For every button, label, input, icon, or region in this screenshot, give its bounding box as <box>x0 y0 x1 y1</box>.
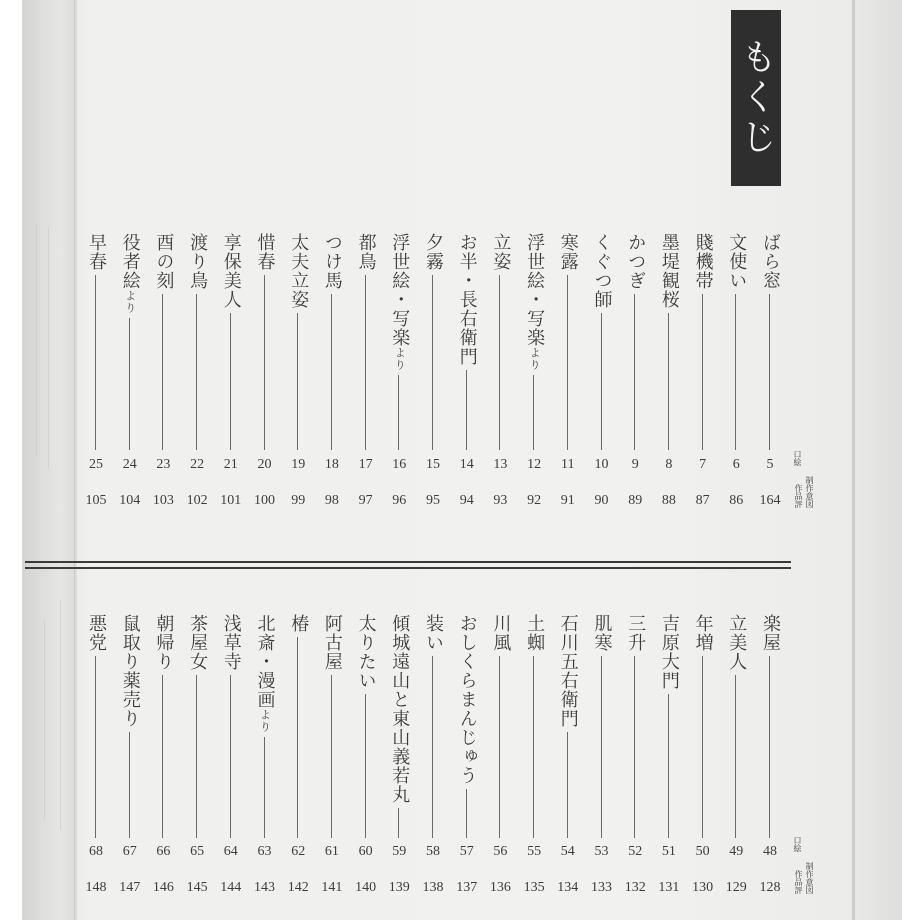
toc-entry-title-suffix: より <box>393 347 407 371</box>
toc-entry <box>620 233 650 513</box>
toc-entry <box>250 233 280 513</box>
commentary-page-number: 91 <box>560 493 575 508</box>
toc-entry-title-text: 惜春 <box>254 233 276 271</box>
toc-entry-title-text: 太りたい <box>355 614 377 690</box>
frontispiece-number: 13 <box>493 457 508 472</box>
leader-line <box>466 370 467 450</box>
leader-line <box>264 275 265 450</box>
toc-entry <box>216 233 246 513</box>
toc-entry-title-text: 北斎・漫画 <box>254 614 276 709</box>
toc-entry-title <box>81 614 111 652</box>
toc-entry-title-text: 享保美人 <box>220 233 242 309</box>
toc-entry-title-text: 傾城遠山と東山義若丸 <box>389 614 411 804</box>
frontispiece-number: 58 <box>426 844 440 859</box>
toc-entry <box>283 614 313 900</box>
bleed-through-line <box>36 225 37 455</box>
toc-entry-title-text: 鼠取り薬売り <box>119 614 141 728</box>
frontispiece-number: 11 <box>561 457 575 472</box>
frontispiece-number: 8 <box>665 457 673 472</box>
toc-entry <box>317 233 347 513</box>
toc-entry-title-text: 立姿 <box>490 233 512 271</box>
toc-entry-title <box>418 614 448 652</box>
toc-entry-title-text: 石川五右衛門 <box>557 614 579 728</box>
toc-entry-title-text: 椿 <box>288 614 310 633</box>
leader-line <box>398 375 399 450</box>
toc-entry-title <box>351 614 381 690</box>
toc-entry <box>755 614 785 900</box>
bleed-through-line <box>44 620 45 820</box>
toc-entry-title <box>755 233 785 290</box>
commentary-page-number: 133 <box>591 880 612 895</box>
frontispiece-number: 63 <box>257 844 272 859</box>
frontispiece-number: 61 <box>324 844 339 859</box>
toc-entry-title <box>620 614 650 652</box>
frontispiece-number: 67 <box>122 844 137 859</box>
commentary-page-number: 148 <box>85 880 107 895</box>
commentary-page-number: 138 <box>422 880 444 895</box>
leader-line <box>499 656 500 838</box>
toc-entry <box>654 614 684 900</box>
commentary-page-number: 101 <box>220 493 242 508</box>
frontispiece-number: 62 <box>291 844 306 859</box>
leader-line <box>331 675 332 838</box>
commentary-page-number: 128 <box>759 880 781 895</box>
leader-line <box>297 637 298 838</box>
commentary-page-number: 142 <box>287 880 309 895</box>
toc-entry <box>620 614 650 900</box>
leader-line <box>601 313 602 450</box>
frontispiece-number: 19 <box>291 457 306 472</box>
toc-entry-title <box>250 614 280 733</box>
leader-line <box>432 656 433 838</box>
frontispiece-number: 53 <box>594 844 609 859</box>
commentary-page-number: 96 <box>392 493 407 508</box>
leader-line <box>769 656 770 838</box>
frontispiece-number: 55 <box>527 844 542 859</box>
frontispiece-number: 14 <box>459 457 474 472</box>
toc-entry-title-text: 年増 <box>692 614 714 652</box>
commentary-page-number: 94 <box>459 493 474 508</box>
leader-line <box>162 675 163 838</box>
toc-entry-title <box>351 233 381 271</box>
leader-line <box>365 275 366 450</box>
toc-entry-title <box>317 233 347 290</box>
commentary-page-number: 136 <box>489 880 511 895</box>
commentary-page-number: 102 <box>186 493 208 508</box>
toc-entry <box>148 233 178 513</box>
page-margin-shadow <box>855 0 902 920</box>
toc-entry-title <box>452 233 482 366</box>
toc-entry-title <box>317 614 347 671</box>
toc-entry-title-text: 朝帰り <box>153 614 175 671</box>
review-label: 作品評 <box>794 484 803 508</box>
leader-line <box>702 294 703 450</box>
frontispiece-number: 20 <box>257 457 272 472</box>
toc-entry-title <box>115 233 145 314</box>
toc-entry <box>81 614 111 900</box>
toc-entry-title <box>81 233 111 271</box>
toc-entry-title <box>418 233 448 271</box>
toc-entry-title-text: 茶屋女 <box>187 614 209 671</box>
toc-entry-title <box>553 614 583 728</box>
toc-entry-title-text: 立美人 <box>726 614 748 671</box>
toc-entry <box>688 614 718 900</box>
toc-entry-title <box>216 614 246 671</box>
frontispiece-number: 12 <box>527 457 542 472</box>
toc-entry-title <box>485 614 515 652</box>
leader-line <box>162 294 163 450</box>
toc-entry-title <box>620 233 650 290</box>
commentary-page-number: 86 <box>729 493 744 508</box>
toc-entry <box>654 233 684 513</box>
leader-line <box>331 294 332 450</box>
commentary-page-number: 103 <box>152 493 174 508</box>
leader-line <box>567 275 568 450</box>
commentary-page-number: 105 <box>85 493 107 508</box>
toc-entry <box>519 614 549 900</box>
leader-line <box>702 656 703 838</box>
toc-entry <box>351 233 381 513</box>
toc-entry-title <box>283 233 313 309</box>
frontispiece-number: 54 <box>560 844 575 859</box>
toc-entry <box>148 614 178 900</box>
leader-line <box>499 275 500 450</box>
toc-entry-title-text: 川風 <box>490 614 512 652</box>
frontispiece-number: 24 <box>122 457 137 472</box>
frontispiece-number: 65 <box>190 844 205 859</box>
commentary-page-number: 90 <box>594 493 609 508</box>
toc-entry <box>452 614 482 900</box>
toc-entry <box>250 614 280 900</box>
commentary-page-number: 92 <box>527 493 542 508</box>
review-label: 作品評 <box>794 870 803 894</box>
frontispiece-number: 49 <box>729 844 744 859</box>
leader-line <box>129 318 130 450</box>
leader-line <box>533 375 534 450</box>
toc-entry-title-text: 装い <box>423 614 444 652</box>
toc-entry-title <box>452 614 482 785</box>
section-divider-bottom-line <box>25 567 791 569</box>
frontispiece-number: 59 <box>392 844 407 859</box>
toc-entry-title-text: 浅草寺 <box>220 614 242 671</box>
bleed-through-line <box>48 228 49 468</box>
toc-entry <box>553 614 583 900</box>
toc-entry <box>519 233 549 513</box>
toc-entry-title <box>216 233 246 309</box>
commentary-page-number: 140 <box>355 880 377 895</box>
commentary-page-number: 98 <box>324 493 339 508</box>
commentary-page-number: 135 <box>523 880 545 895</box>
toc-entry-title-text: 都鳥 <box>355 233 377 271</box>
toc-entry-title-suffix: より <box>258 709 272 733</box>
toc-entry-title-text: かつぎ <box>625 233 647 290</box>
leader-line <box>365 694 366 838</box>
frontispiece-number: 5 <box>766 457 774 472</box>
toc-entry <box>688 233 718 513</box>
toc-entry-title <box>148 614 178 671</box>
toc-entry-title-text: おしくらまんじゅう <box>456 614 478 785</box>
frontispiece-number: 52 <box>628 844 643 859</box>
toc-entry <box>182 614 212 900</box>
contents-title: もくじ <box>731 10 781 186</box>
commentary-page-number: 87 <box>695 493 710 508</box>
toc-entry <box>721 233 751 513</box>
bleed-through-line <box>60 600 61 830</box>
section-divider-top-line <box>25 561 791 563</box>
frontispiece-number: 22 <box>190 457 205 472</box>
toc-entry-title-text: 墨堤観桜 <box>658 233 680 309</box>
leader-line <box>95 656 96 838</box>
toc-entry-title <box>148 233 178 290</box>
toc-entry-title-text: 賤機帯 <box>692 233 714 290</box>
toc-entry-title <box>688 614 718 652</box>
commentary-page-number: 141 <box>321 880 343 895</box>
leader-line <box>601 656 602 838</box>
toc-entry-title-suffix: より <box>123 290 137 314</box>
leader-line <box>230 313 231 450</box>
commentary-page-number: 139 <box>388 880 410 895</box>
frontispiece-number: 23 <box>156 457 171 472</box>
toc-entry-title <box>250 233 280 271</box>
leader-line <box>95 275 96 450</box>
frontispiece-number: 51 <box>661 844 676 859</box>
leader-line <box>264 737 265 838</box>
toc-entry-title <box>654 233 684 309</box>
commentary-page-number: 99 <box>291 493 306 508</box>
toc-entry-title-text: 寒露 <box>557 233 579 271</box>
toc-entry-title-text: 酉の刻 <box>153 233 175 290</box>
frontispiece-number: 25 <box>89 457 103 472</box>
toc-entry-title-text: 三升 <box>625 614 647 652</box>
toc-entry-title <box>654 614 684 690</box>
toc-entry-title-text: 夕霧 <box>423 233 444 271</box>
commentary-page-number: 104 <box>119 493 141 508</box>
toc-entry-title-text: ばら窓 <box>760 233 781 290</box>
toc-entry <box>384 614 414 900</box>
leader-line <box>398 808 399 838</box>
toc-entry-title <box>721 614 751 671</box>
toc-entry-title <box>182 614 212 671</box>
frontispiece-number: 50 <box>695 844 710 859</box>
toc-entry-title-text: くぐつ師 <box>591 233 613 309</box>
toc-entry <box>587 233 617 513</box>
toc-entry-title-text: 肌寒 <box>591 614 613 652</box>
frontispiece-number: 9 <box>631 457 639 472</box>
toc-entry-title <box>755 614 785 652</box>
leader-line <box>634 656 635 838</box>
leader-line <box>129 732 130 838</box>
commentary-page-number: 131 <box>658 880 680 895</box>
toc-entry-title <box>688 233 718 290</box>
toc-entry-title-text: 文使い <box>726 233 748 290</box>
commentary-page-number: 164 <box>759 493 781 508</box>
commentary-page-number: 88 <box>661 493 676 508</box>
leader-line <box>567 732 568 838</box>
leader-line <box>735 294 736 450</box>
leader-line <box>533 656 534 838</box>
frontispiece-number: 7 <box>699 457 707 472</box>
toc-entry <box>553 233 583 513</box>
commentary-page-number: 95 <box>426 493 440 508</box>
commentary-page-number: 130 <box>692 880 714 895</box>
frontispiece-number: 6 <box>732 457 740 472</box>
toc-entry-title-text: 浮世絵・写楽 <box>389 233 411 347</box>
frontispiece-number: 10 <box>594 457 609 472</box>
leader-line <box>196 675 197 838</box>
toc-entry-title <box>485 233 515 271</box>
toc-entry <box>485 614 515 900</box>
toc-entry-title <box>519 614 549 652</box>
toc-entry <box>115 614 145 900</box>
frontispiece-number: 18 <box>324 457 339 472</box>
commentary-page-number: 134 <box>557 880 579 895</box>
frontispiece-number: 56 <box>493 844 508 859</box>
commentary-page-number: 93 <box>493 493 508 508</box>
toc-entry-title-suffix: より <box>528 347 542 371</box>
toc-entry-title <box>587 233 617 309</box>
toc-entry <box>418 233 448 513</box>
leader-line <box>196 294 197 450</box>
frontispiece-number: 17 <box>358 457 373 472</box>
toc-entry-title <box>384 614 414 804</box>
frontispiece-number: 16 <box>392 457 407 472</box>
toc-entry-title-text: つけ馬 <box>321 233 343 290</box>
toc-entry-title <box>519 233 549 371</box>
frontispiece-number: 68 <box>89 844 103 859</box>
commentary-page-number: 97 <box>358 493 373 508</box>
toc-entry <box>115 233 145 513</box>
toc-entry <box>182 233 212 513</box>
leader-line <box>634 294 635 450</box>
toc-entry-title <box>587 614 617 652</box>
toc-entry <box>216 614 246 900</box>
toc-entry-title-text: 吉原大門 <box>658 614 680 690</box>
toc-entry-title-text: 悪党 <box>86 614 107 652</box>
toc-entry <box>81 233 111 513</box>
intent-label: 制作意図 <box>805 862 814 894</box>
toc-entry-title <box>182 233 212 290</box>
toc-entry-title-text: お半・長右衛門 <box>456 233 478 366</box>
leader-line <box>668 313 669 450</box>
toc-entry <box>587 614 617 900</box>
toc-entry-title-text: 役者絵 <box>119 233 141 290</box>
toc-entry-title-text: 楽屋 <box>760 614 781 652</box>
toc-entry-title-text: 浮世絵・写楽 <box>524 233 546 347</box>
leader-line <box>769 294 770 450</box>
frontispiece-number: 57 <box>459 844 474 859</box>
leader-line <box>735 675 736 838</box>
toc-entry <box>721 614 751 900</box>
toc-entry-title <box>721 233 751 290</box>
toc-entry <box>283 233 313 513</box>
toc-entry-title-text: 渡り鳥 <box>187 233 209 290</box>
frontispiece-number: 64 <box>223 844 238 859</box>
leader-line <box>432 275 433 450</box>
frontispiece-number: 21 <box>223 457 238 472</box>
frontispiece-label: 口絵 <box>793 450 802 466</box>
commentary-page-number: 146 <box>152 880 174 895</box>
frontispiece-number: 48 <box>763 844 777 859</box>
leader-line <box>230 675 231 838</box>
commentary-page-number: 89 <box>628 493 643 508</box>
toc-entry <box>452 233 482 513</box>
toc-entry <box>351 614 381 900</box>
frontispiece-label: 口絵 <box>793 836 802 852</box>
facing-page-edge <box>22 0 77 920</box>
toc-entry <box>418 614 448 900</box>
toc-entry <box>485 233 515 513</box>
toc-entry-title <box>283 614 313 633</box>
toc-entry-title-text: 早春 <box>86 233 107 271</box>
toc-entry <box>755 233 785 513</box>
commentary-page-number: 143 <box>254 880 275 895</box>
toc-entry-title <box>553 233 583 271</box>
toc-entry-title <box>384 233 414 371</box>
commentary-page-number: 145 <box>186 880 208 895</box>
commentary-page-number: 144 <box>220 880 242 895</box>
frontispiece-number: 60 <box>358 844 373 859</box>
frontispiece-number: 66 <box>156 844 171 859</box>
toc-entry-title <box>115 614 145 728</box>
commentary-page-number: 132 <box>624 880 646 895</box>
frontispiece-number: 15 <box>426 457 440 472</box>
toc-entry-title-text: 阿古屋 <box>321 614 343 671</box>
leader-line <box>297 313 298 450</box>
leader-line <box>668 694 669 838</box>
commentary-page-number: 147 <box>119 880 141 895</box>
intent-label: 制作意図 <box>805 476 814 508</box>
toc-entry <box>384 233 414 513</box>
commentary-page-number: 100 <box>254 493 275 508</box>
toc-entry-title-text: 太夫立姿 <box>288 233 310 309</box>
toc-entry <box>317 614 347 900</box>
leader-line <box>466 789 467 838</box>
commentary-page-number: 129 <box>725 880 747 895</box>
toc-entry-title-text: 土蜘 <box>524 614 546 652</box>
commentary-page-number: 137 <box>456 880 478 895</box>
